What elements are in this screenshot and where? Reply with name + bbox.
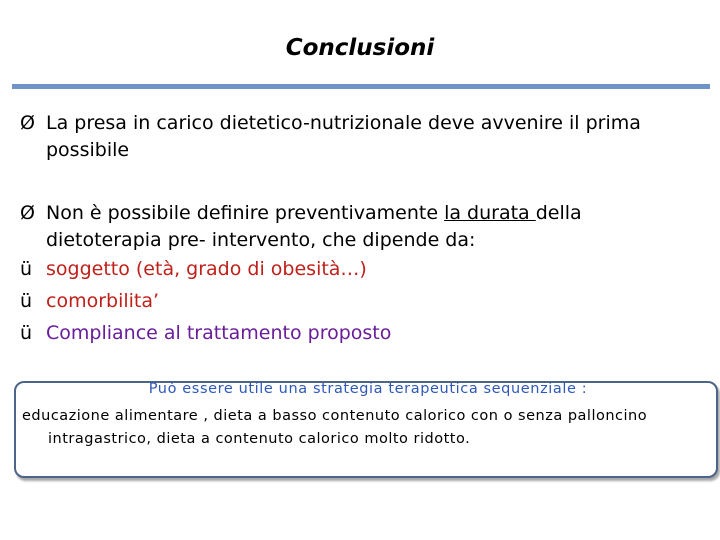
checkmark-bullet-icon: ü bbox=[20, 290, 33, 312]
callout-box bbox=[14, 381, 718, 478]
callout-text-line: educazione alimentare , dieta a basso contenuto calorico con o senza palloncino bbox=[22, 408, 648, 424]
check-item-label: Compliance al trattamento proposto bbox=[46, 322, 392, 344]
check-item-label: comorbilita’ bbox=[46, 290, 160, 312]
bullet-text: possibile bbox=[46, 139, 130, 161]
title-divider bbox=[12, 84, 710, 89]
arrow-bullet-icon: Ø bbox=[20, 112, 35, 134]
checkmark-bullet-icon: ü bbox=[20, 322, 33, 344]
checkmark-bullet-icon: ü bbox=[20, 258, 33, 280]
arrow-bullet-icon: Ø bbox=[20, 202, 35, 224]
bullet-text-part: Non è possibile definire preventivamente bbox=[46, 202, 445, 224]
underlined-term: la durata bbox=[444, 202, 536, 224]
bullet-text bbox=[46, 200, 582, 226]
bullet-text: La presa in carico dietetico-nutrizionale deve avvenire il prima bbox=[46, 112, 641, 134]
page-title: Conclusioni bbox=[285, 35, 435, 61]
callout-heading: Può essere utile una strategia terapeutica sequenziale : bbox=[148, 381, 588, 397]
callout-text-line: intragastrico, dieta a contenuto calorico molto ridotto. bbox=[48, 431, 471, 447]
bullet-text: dietoterapia pre- intervento, che dipende da: bbox=[46, 229, 476, 251]
check-item-text bbox=[46, 256, 367, 282]
bullet-text-part: della bbox=[535, 202, 582, 224]
check-item-label: soggetto (età, grado di obesità…) bbox=[46, 258, 367, 280]
